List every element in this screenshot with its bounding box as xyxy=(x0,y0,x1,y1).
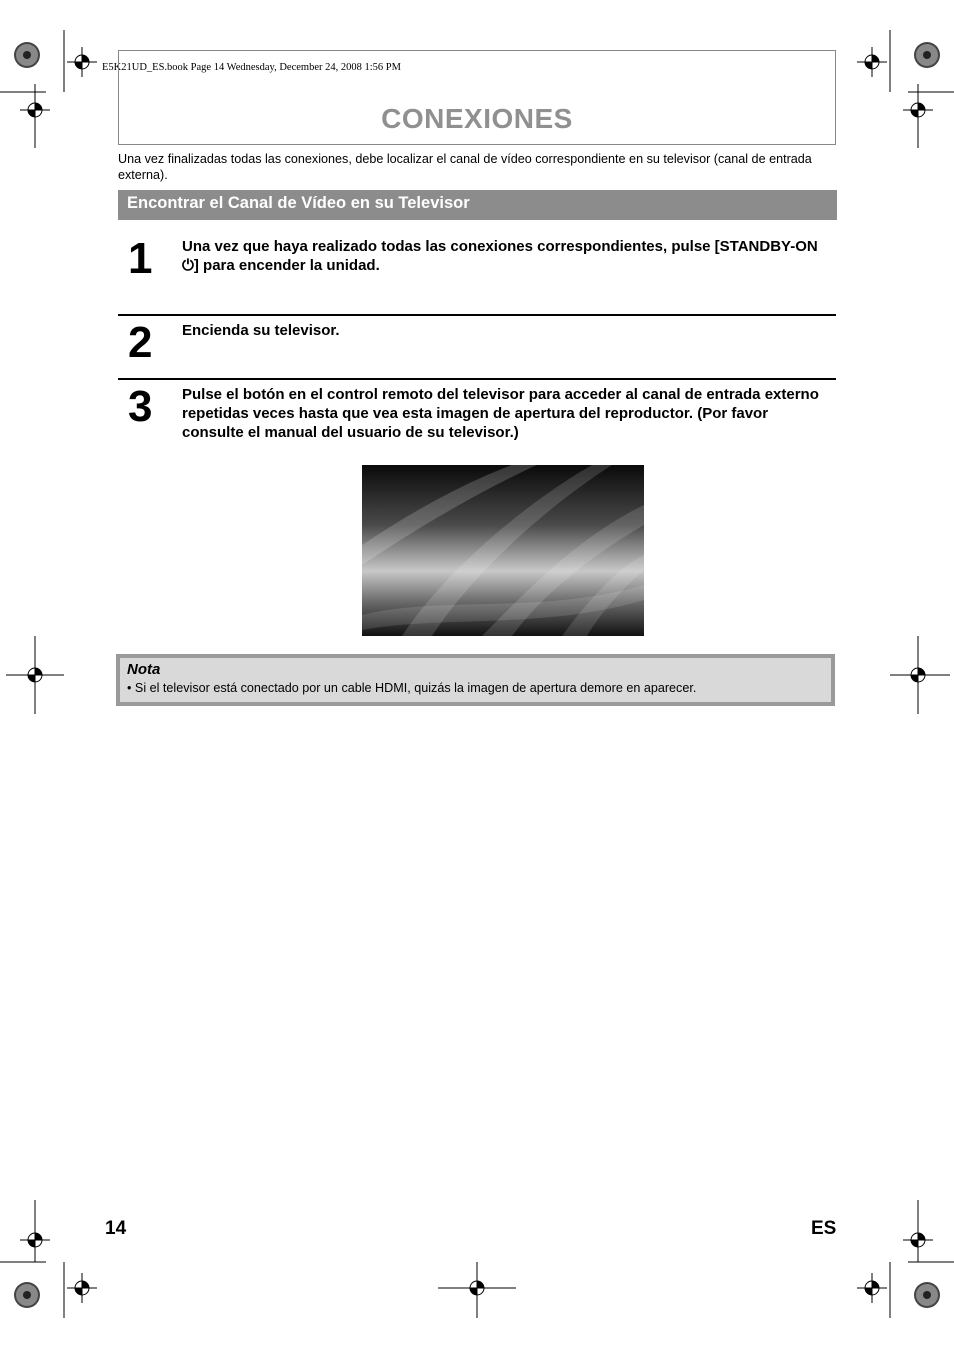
step-1-text: Una vez que haya realizado todas las conexiones correspondientes, pulse [STANDBY-ON ⏻] para encender la unidad. xyxy=(182,238,818,274)
bullet-icon: • xyxy=(127,681,135,695)
step-divider xyxy=(118,314,836,316)
step-divider xyxy=(118,378,836,380)
step-1-number: 1 xyxy=(128,234,153,283)
note-text: Si el televisor está conectado por un cable HDMI, quizás la imagen de apertura demore en aparecer. xyxy=(134,681,697,695)
note-box xyxy=(116,654,835,706)
note-item xyxy=(127,681,831,695)
step-3-number: 3 xyxy=(128,382,153,431)
page-number: 14 xyxy=(105,1218,127,1239)
step-2-text: Encienda su televisor. xyxy=(182,322,340,339)
book-info: E5K21UD_ES.book Page 14 Wednesday, December 24, 2008 1:56 PM xyxy=(102,62,401,73)
section-heading-bar xyxy=(118,190,837,220)
page-title: CONEXIONES xyxy=(381,103,573,134)
step-3-text: Pulse el botón en el control remoto del televisor para acceder al canal de entrada externo repetidas veces hasta que vea esta imagen de apertura del reproductor. (Por favor consulte el manual del usuario de su televisor.) xyxy=(182,386,819,441)
player-opening-screen-image xyxy=(362,465,644,636)
step-2-number: 2 xyxy=(128,318,153,367)
note-panel xyxy=(120,658,831,702)
language-code: ES xyxy=(811,1218,837,1239)
section-heading: Encontrar el Canal de Vídeo en su Televisor xyxy=(127,194,470,212)
intro-paragraph: Una vez finalizadas todas las conexiones, debe localizar el canal de vídeo correspondiente en su televisor (canal de entrada externa). xyxy=(118,152,812,182)
note-title: Nota xyxy=(127,661,161,678)
